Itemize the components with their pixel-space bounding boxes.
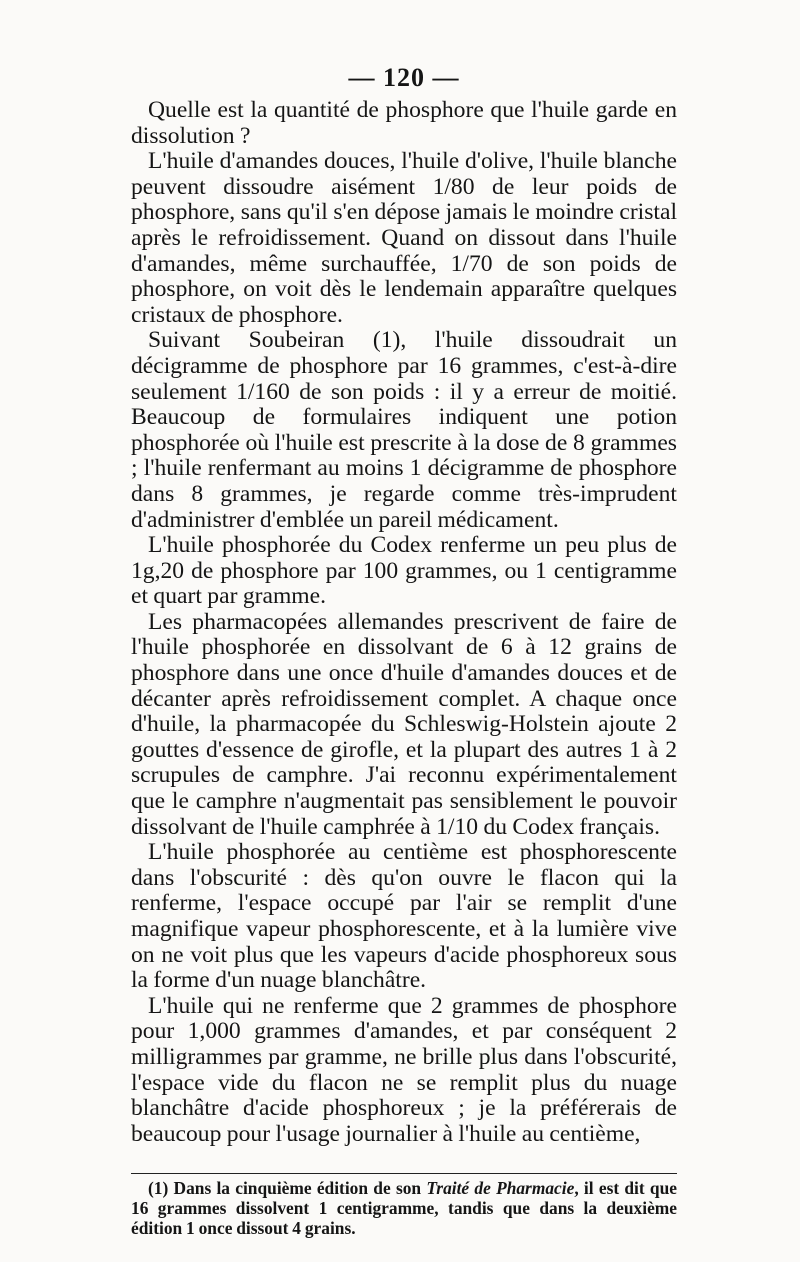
footnote	[131, 1178, 677, 1238]
footnote-divider	[131, 1173, 677, 1174]
footnote-text-before: (1) Dans la cinquième édition de son	[148, 1178, 427, 1199]
paragraph: Les pharmacopées allemandes prescrivent de faire de l'huile phosphorée en dissolvant de 6 à 12 grains de phosphore dans une once d'huile d'amandes douces et de décanter après refroidissement complet. A chaque once d'huile, la pharmacopée du Schleswig-Holstein ajoute 2 gouttes d'essence de girofle, et la plupart des autres 1 à 2 scrupules de camphre. J'ai reconnu expérimentalement que le camphre n'augmentait pas sensiblement le pouvoir dissolvant de l'huile camphrée à 1/10 du Codex français.	[131, 608, 677, 840]
footnote-book-title: Traité de Pharmacie	[426, 1178, 575, 1199]
paragraph: L'huile d'amandes douces, l'huile d'olive, l'huile blanche peuvent dissoudre aisément 1/80 de leur poids de phosphore, sans qu'il s'en dépose jamais le moindre cristal après le refroidissement. Quand on dissout dans l'huile d'amandes, même surchauffée, 1/70 de son poids de phosphore, on voit dès le lendemain apparaître quelques cristaux de phosphore.	[131, 148, 677, 328]
body-text	[131, 98, 677, 1147]
paragraph: Quelle est la quantité de phosphore que l'huile garde en dissolution ?	[131, 97, 677, 149]
book-page	[131, 62, 677, 1238]
footnote-text-after: , il est dit que 16 grammes dissolvent 1 centigramme, tandis que dans la deuxième édition 1 once dissout 4 grains.	[131, 1178, 677, 1239]
paragraph: L'huile phosphorée du Codex renferme un peu plus de 1g,20 de phosphore par 100 grammes, ou 1 centigramme et quart par gramme.	[131, 532, 677, 610]
page-number: — 120 —	[348, 63, 460, 92]
paragraph: L'huile qui ne renferme que 2 grammes de phosphore pour 1,000 grammes d'amandes, et par conséquent 2 milligrammes par gramme, ne brille plus dans l'obscurité, l'espace vide du flacon ne se remplit plus du nuage blanchâtre d'acide phosphoreux ; je la préférerais de beaucoup pour l'usage journalier à l'huile au centième,	[131, 992, 677, 1147]
paragraph: L'huile phosphorée au centième est phosphorescente dans l'obscurité : dès qu'on ouvre le flacon qui la renferme, l'espace occupé par l'air se remplit d'une magnifique vapeur phosphorescente, et à la lumière vive on ne voit plus que les vapeurs d'acide phosphoreux sous la forme d'un nuage blanchâtre.	[131, 839, 677, 994]
paragraph: Suivant Soubeiran (1), l'huile dissoudrait un décigramme de phosphore par 16 grammes, c'est-à-dire seulement 1/160 de son poids : il y a erreur de moitié. Beaucoup de formulaires indiquent une potion phosphorée où l'huile est prescrite à la dose de 8 grammes ; l'huile renfermant au moins 1 décigramme de phosphore dans 8 grammes, je regarde comme très-imprudent d'administrer d'emblée un pareil médicament.	[131, 327, 677, 533]
